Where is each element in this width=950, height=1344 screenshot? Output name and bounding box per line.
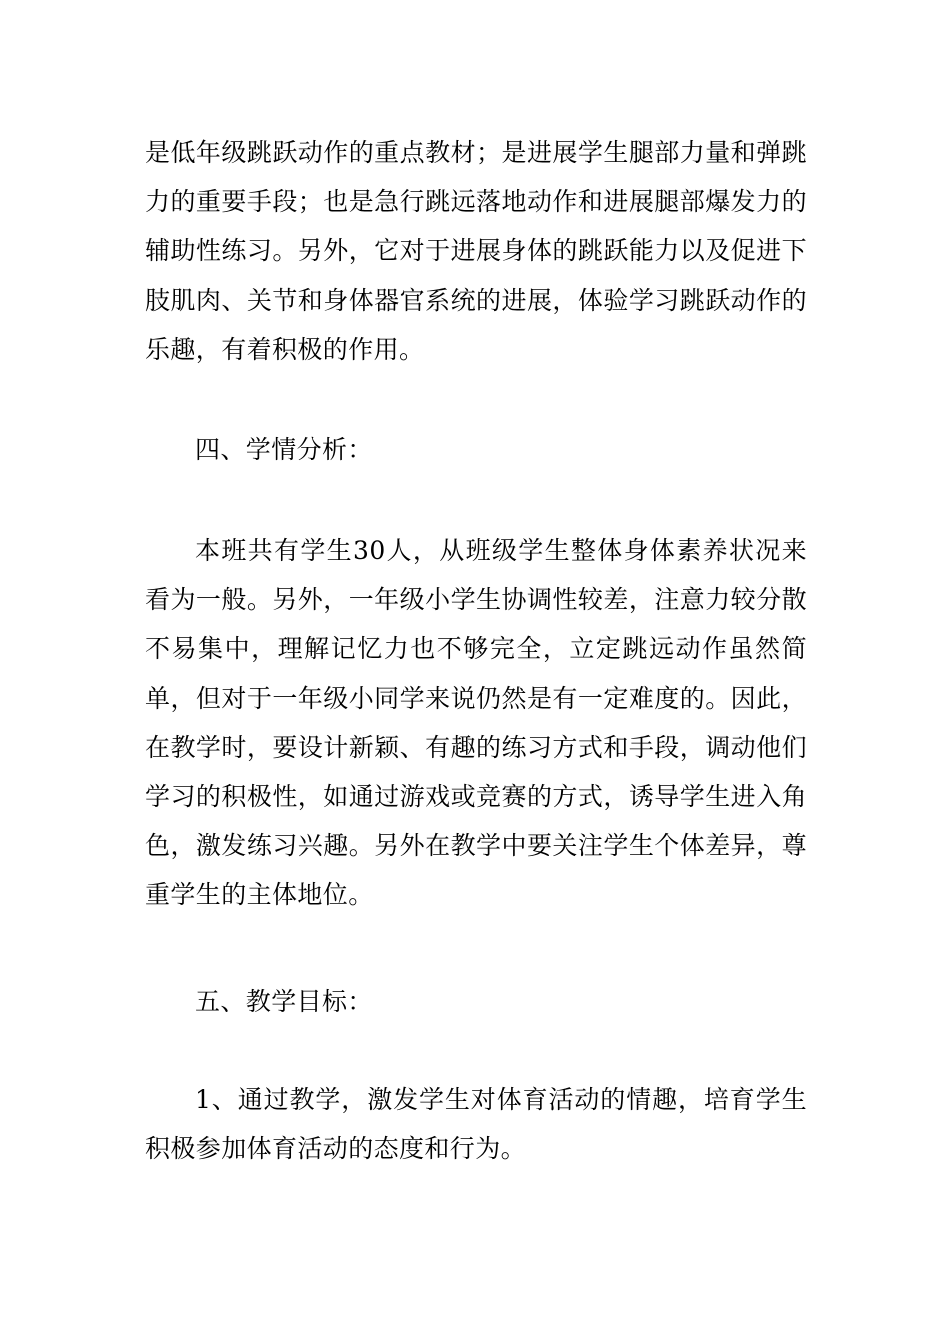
section-heading-learning-analysis: 四、学情分析：: [195, 435, 373, 464]
body-paragraph: 是低年级跳跃动作的重点教材；是进展学生腿部力量和弹跳力的重要手段；也是急行跳远落地动作和进展腿部爆发力的辅助性练习。另外，它对于进展身体的跳跃能力以及促进下肢肌肉、关节和身体器官系统的进展，体验学习跳跃动作的乐趣，有着积极的作用。: [145, 138, 807, 364]
section-heading-teaching-goals: 五、教学目标：: [195, 987, 373, 1016]
body-paragraph: 1、通过教学，激发学生对体育活动的情趣，培育学生积极参加体育活动的态度和行为。: [145, 1085, 807, 1164]
body-paragraph: 本班共有学生30人，从班级学生整体身体素养状况来看为一般。另外，一年级小学生协调性较差，注意力较分散不易集中，理解记忆力也不够完全，立定跳远动作虽然简单，但对于一年级小同学来说仍然是有一定难度的。因此，在教学时，要设计新颖、有趣的练习方式和手段，调动他们学习的积极性，如通过游戏或竞赛的方式，诱导学生进入角色，激发练习兴趣。另外在教学中要关注学生个体差异，尊重学生的主体地位。: [145, 536, 807, 910]
